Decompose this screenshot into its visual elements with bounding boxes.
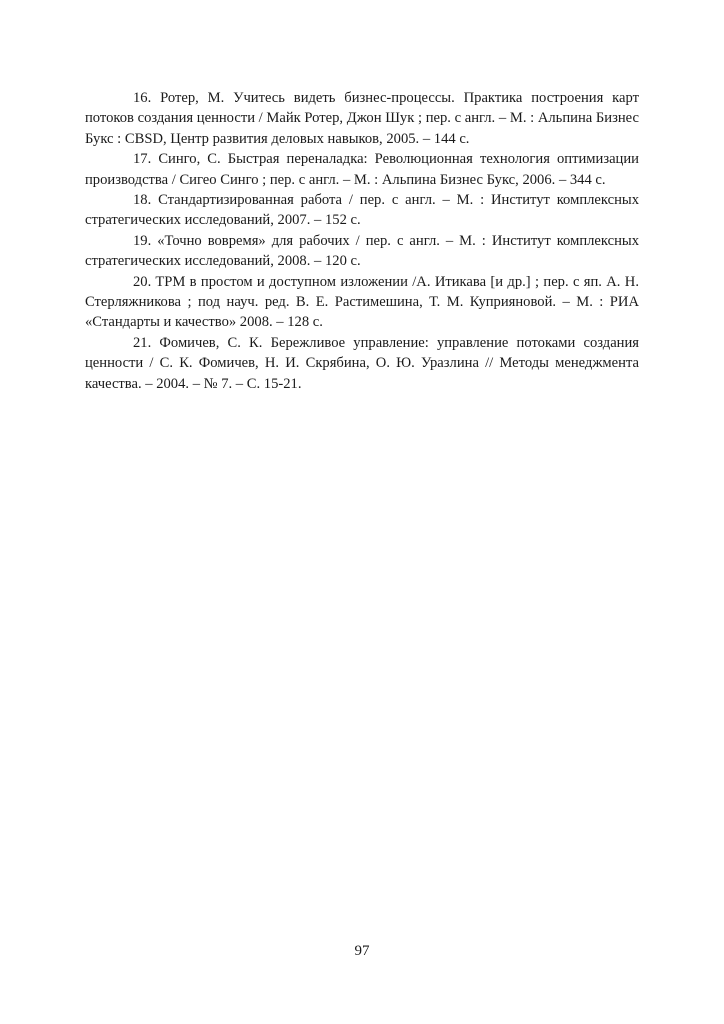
reference-item-21: 21. Фомичев, С. К. Бережливое управление: управление потоками создания ценности / С. К. Фомичев, Н. И. Скрябина, О. Ю. Уразлина // Методы менеджмента качества. – 2004. – № 7. – С. 15-21. — [85, 334, 639, 392]
reference-item-20: 20. TPM в простом и доступном изложении /А. Итикава [и др.] ; пер. с яп. А. Н. Стерляжникова ; под науч. ред. В. Е. Растимешина, Т. М. Куприяновой. – М. : РИА «Стандарты и качество» 2008. – 128 с. — [85, 273, 639, 331]
reference-item-17: 17. Синго, С. Быстрая переналадка: Революционная технология оптимизации производства / Сигео Синго ; пер. с англ. – М. : Альпина Бизнес Букс, 2006. – 344 с. — [85, 151, 639, 188]
reference-list — [85, 88, 639, 394]
reference-item-19: 19. «Точно вовремя» для рабочих / пер. с англ. – М. : Институт комплексных стратегических исследований, 2008. – 120 с. — [85, 232, 639, 270]
page-number: 97 — [354, 943, 370, 959]
reference-item-18: 18. Стандартизированная работа / пер. с англ. – М. : Институт комплексных стратегических исследований, 2007. – 152 с. — [85, 192, 639, 229]
reference-item-16: 16. Ротер, М. Учитесь видеть бизнес-процессы. Практика построения карт потоков создания ценности / Майк Ротер, Джон Шук ; пер. с англ. – М. : Альпина Бизнес Букс : CBSD, Центр развития деловых навыков, 2005. – 144 с. — [85, 90, 639, 147]
